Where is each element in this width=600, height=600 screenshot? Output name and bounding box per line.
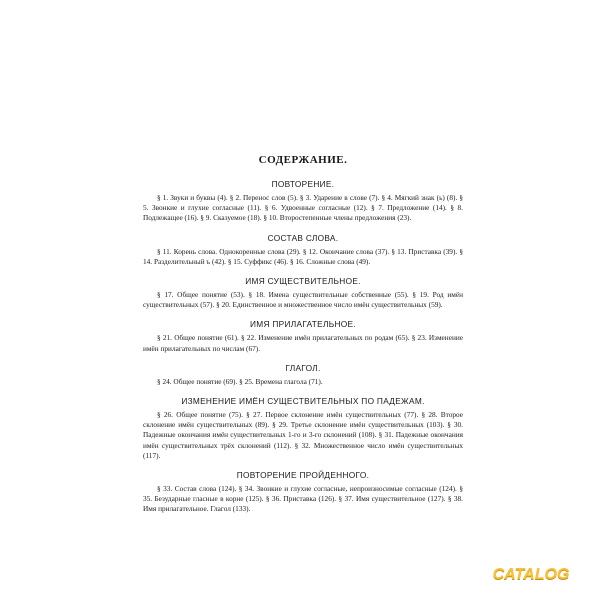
section-entries: § 33. Состав слова (124). § 34. Звонкие и глухие согласные, непроизносимые согласные (124). § 35. Безударные гласные в корне (125). § 36. Приставка (126). § 37. Имя существительное (127). § 38. Имя прилагательное. Глагол (133). <box>143 484 463 514</box>
section-entries: § 26. Общее понятие (75). § 27. Первое склонение имён существительных (77). § 28. Второе склонение имён существительных (89). § 29. Третье склонение имён существительных (103). § 30. Падежные окончания имён существительных 1-го и 3-го склонений (108). § 31. Падежные окончания имён существительных трёх склонений (112). § 32. Множественное число имён существительных (117). <box>143 410 463 460</box>
watermark-text: CATALOG <box>492 566 570 583</box>
section-entries: § 11. Корень слова. Однокоренные слова (29). § 12. Окончание слова (37). § 13. Приставка (39). § 14. Разделительный ъ (42). § 15. Суффикс (46). § 16. Сложные слова (49). <box>143 246 463 266</box>
toc-section <box>143 276 463 310</box>
toc-section <box>143 396 463 461</box>
section-heading: СОСТАВ СЛОВА. <box>267 232 339 243</box>
section-entries: § 21. Общее понятие (61). § 22. Изменение имён прилагательных по родам (65). § 23. Изменение имён прилагательных по числам (67). <box>143 333 463 353</box>
section-heading: ПОВТОРЕНИЕ ПРОЙДЕННОГО. <box>236 470 370 481</box>
section-heading: ПОВТОРЕНИЕ. <box>271 179 335 189</box>
section-entries: § 24. Общее понятие (69). § 25. Времена глагола (71). <box>157 376 323 386</box>
section-heading: ИЗМЕНЕНИЕ ИМЁН СУЩЕСТВИТЕЛЬНЫХ ПО ПАДЕЖАМ. <box>181 396 425 407</box>
table-of-contents <box>143 154 463 524</box>
section-heading: ИМЯ СУЩЕСТВИТЕЛЬНОЕ. <box>245 276 361 287</box>
section-entries: § 1. Звуки и буквы (4). § 2. Перенос слов (5). § 3. Ударение в слове (7). § 4. Мягкий знак (ь) (8). § 5. Звонкие и глухие согласные (11). § 6. Удвоенные согласные (12). § 7. Предложение (14). § 8. Подлежащее (16). § 9. Сказуемое (18). § 10. Второстепенные члены предложения (23). <box>143 193 463 223</box>
watermark-logo <box>486 560 576 590</box>
toc-section <box>143 363 463 387</box>
section-entries: § 17. Общее понятие (53). § 18. Имена существительные собственные (55). § 19. Род имён существительных (57). § 20. Единственное и множественное число имён существительных (59). <box>143 290 463 310</box>
toc-section <box>143 233 463 267</box>
toc-section <box>143 319 463 353</box>
section-heading: ИМЯ ПРИЛАГАТЕЛЬНОЕ. <box>250 319 356 330</box>
toc-section <box>143 470 463 515</box>
section-heading: ГЛАГОЛ. <box>285 362 321 373</box>
page-title: СОДЕРЖАНИЕ. <box>258 154 348 166</box>
toc-section <box>143 179 463 224</box>
